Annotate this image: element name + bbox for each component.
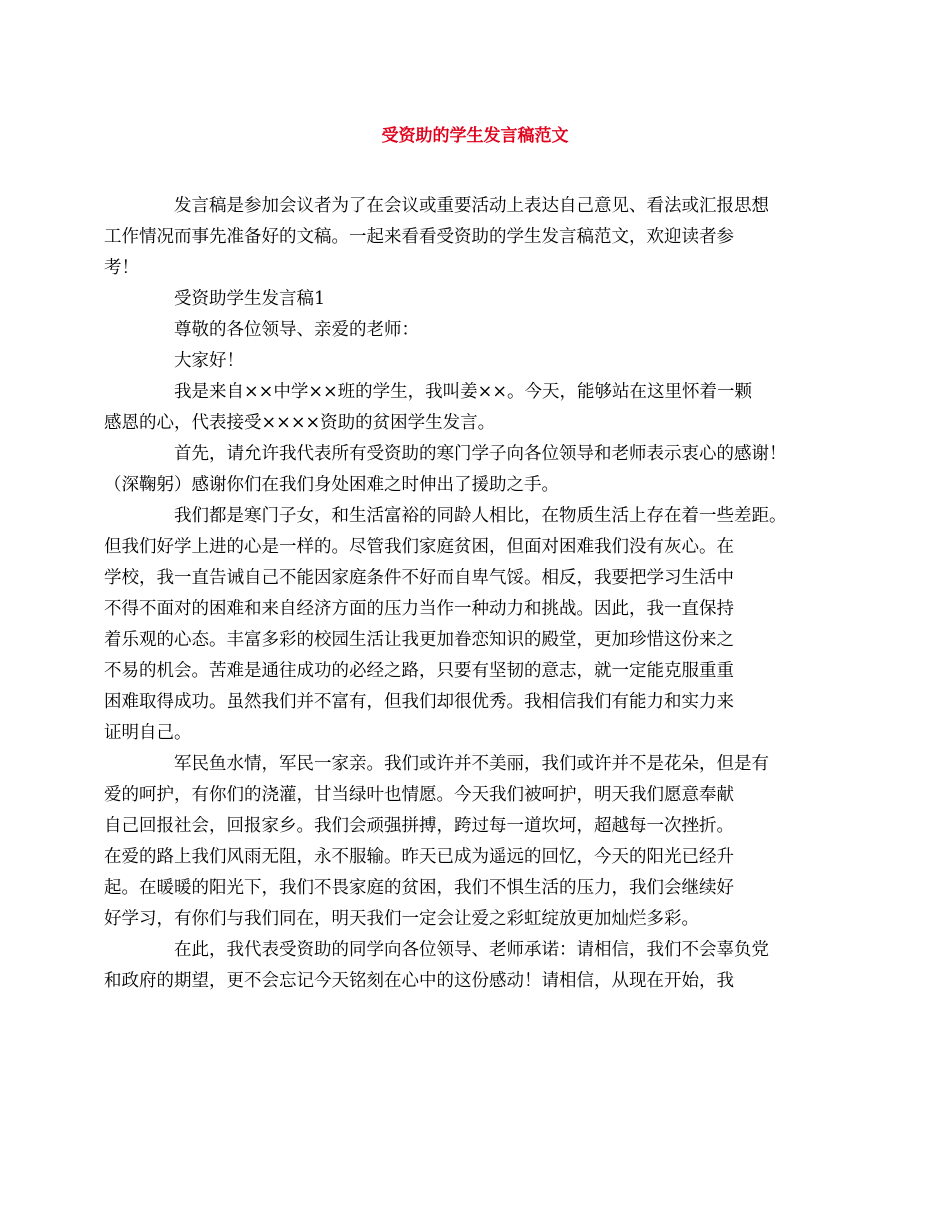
text-line: 军民鱼水情，军民一家亲。我们或许并不美丽，我们或许并不是花朵，但是有	[174, 754, 769, 774]
text-line: 自己回报社会，回报家乡。我们会顽强拼搏，跨过每一道坎坷，超越每一次挫折。	[104, 816, 734, 836]
text-line: 感恩的心，代表接受××××资助的贫困学生发言。	[104, 413, 496, 433]
text-line: 工作情况而事先准备好的文稿。一起来看看受资助的学生发言稿范文，欢迎读者参	[104, 227, 734, 247]
text-line: 我们都是寒门子女，和生活富裕的同龄人相比，在物质生活上存在着一些差距。	[174, 506, 787, 526]
text-line: 我是来自××中学××班的学生，我叫姜××。今天，能够站在这里怀着一颗	[174, 382, 752, 402]
text-line: 不易的机会。苦难是通往成功的必经之路，只要有坚韧的意志，就一定能克服重重	[104, 661, 734, 681]
text-line: 尊敬的各位领导、亲爱的老师：	[174, 320, 419, 340]
document-title: 受资助的学生发言稿范文	[381, 126, 569, 146]
text-line: 着乐观的心态。丰富多彩的校园生活让我更加眷恋知识的殿堂，更加珍惜这份来之	[104, 630, 734, 650]
text-line: 在爱的路上我们风雨无阻，永不服输。昨天已成为遥远的回忆，今天的阳光已经升	[104, 847, 734, 867]
text-line: 好学习，有你们与我们同在，明天我们一定会让爱之彩虹绽放更加灿烂多彩。	[104, 909, 699, 929]
text-line: 发言稿是参加会议者为了在会议或重要活动上表达自己意见、看法或汇报思想	[174, 196, 769, 216]
text-line: 考！	[104, 258, 139, 278]
text-line: 困难取得成功。虽然我们并不富有，但我们却很优秀。我相信我们有能力和实力来	[104, 692, 734, 712]
text-line: 和政府的期望，更不会忘记今天铭刻在心中的这份感动！请相信，从现在开始，我	[104, 971, 734, 991]
text-line: 爱的呵护，有你们的浇灌，甘当绿叶也情愿。今天我们被呵护，明天我们愿意奉献	[104, 785, 734, 805]
text-line: 受资助学生发言稿1	[174, 289, 326, 309]
paragraph	[139, 284, 829, 315]
paragraph	[104, 501, 829, 749]
paragraph	[104, 377, 829, 439]
text-line: 起。在暖暖的阳光下，我们不畏家庭的贫困，我们不惧生活的压力，我们会继续好	[104, 878, 734, 898]
paragraph	[104, 935, 829, 997]
paragraph	[104, 191, 829, 284]
text-line: 但我们好学上进的心是一样的。尽管我们家庭贫困，但面对困难我们没有灰心。在	[104, 537, 734, 557]
document-body	[104, 191, 829, 997]
text-line: 证明自己。	[104, 723, 192, 743]
paragraph	[104, 749, 829, 935]
text-line: 不得不面对的困难和来自经济方面的压力当作一种动力和挑战。因此，我一直保持	[104, 599, 734, 619]
paragraph	[104, 439, 829, 501]
text-line: 在此，我代表受资助的同学向各位领导、老师承诺：请相信，我们不会辜负党	[174, 940, 769, 960]
text-line: 学校，我一直告诫自己不能因家庭条件不好而自卑气馁。相反，我要把学习生活中	[104, 568, 734, 588]
paragraph	[139, 346, 829, 377]
text-line: （深鞠躬）感谢你们在我们身处困难之时伸出了援助之手。	[104, 475, 559, 495]
text-line: 大家好！	[174, 351, 244, 371]
text-line: 首先，请允许我代表所有受资助的寒门学子向各位领导和老师表示衷心的感谢！	[174, 444, 787, 464]
paragraph	[139, 315, 829, 346]
